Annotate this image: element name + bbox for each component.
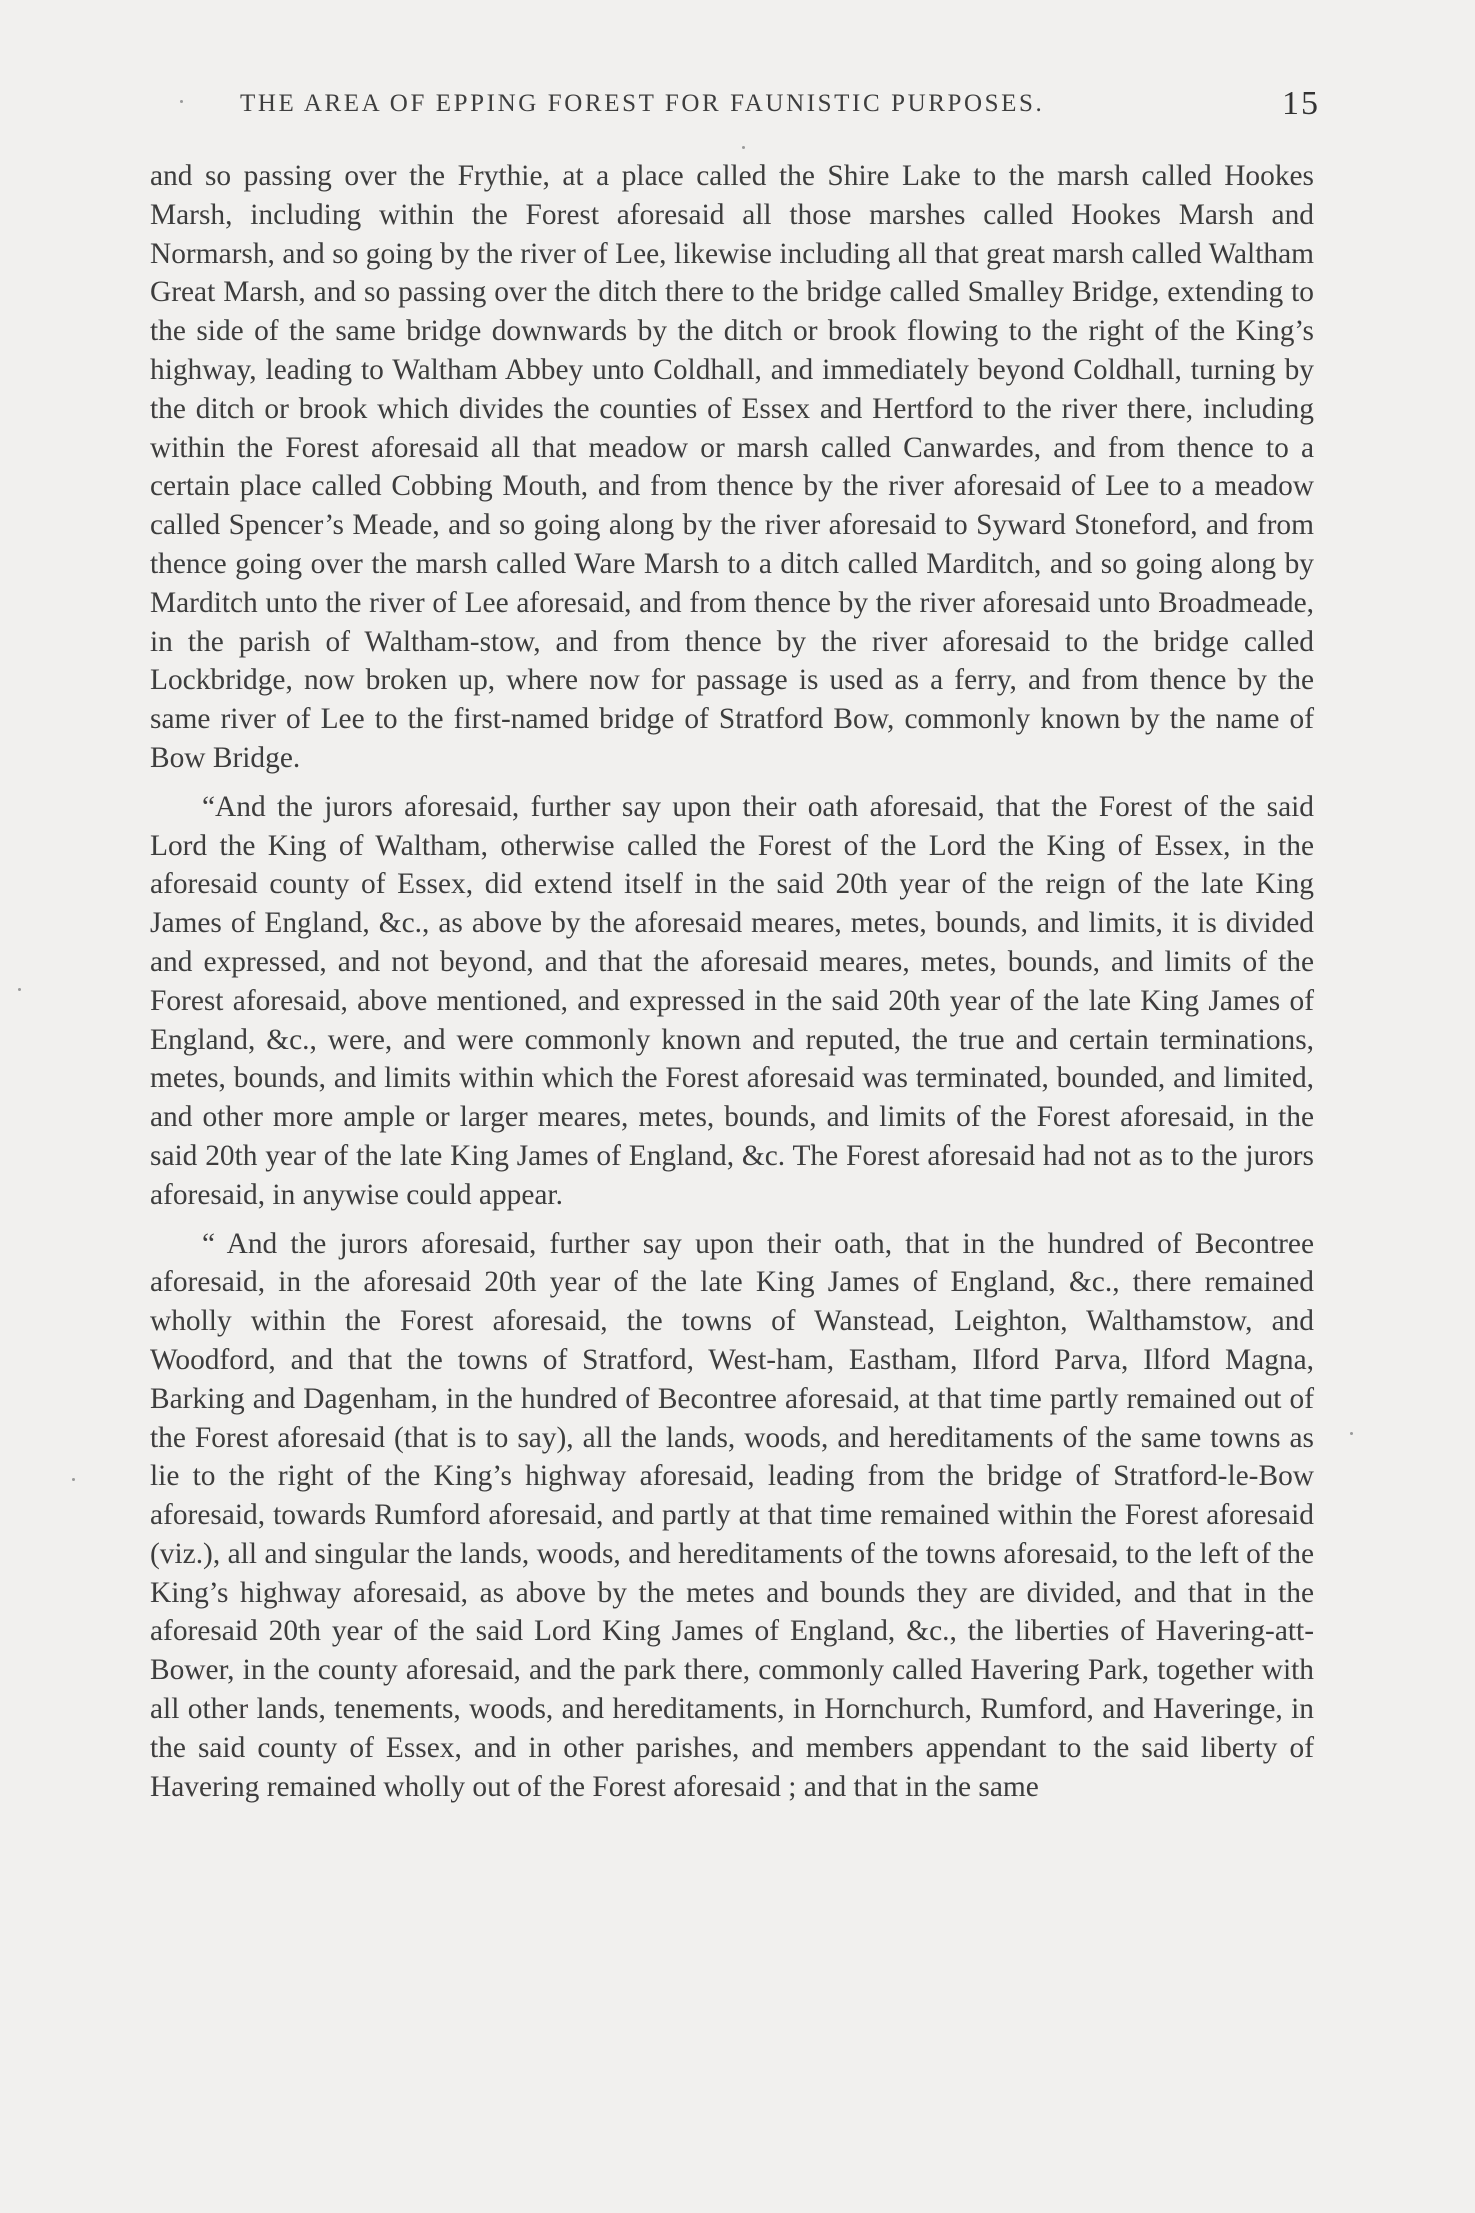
- paper-speck: [1350, 1432, 1353, 1435]
- paragraph-jurors-forest-extent: “And the jurors aforesaid, further say upon their oath aforesaid, that the Forest of the said Lord the King of Waltham, otherwise called the Forest of the Lord the King of Essex, in the aforesaid county of Essex, did extend itself in the said 20th year of the reign of the late King James of England, &c., as above by the aforesaid meares, metes, bounds, and limits, it is divided and expressed, and not beyond, and that the aforesaid meares, metes, bounds, and limits of the Forest aforesaid, above mentioned, and expressed in the said 20th year of the late King James of England, &c., were, and were commonly known and reputed, the true and certain terminations, metes, bounds, and limits within which the Forest aforesaid was terminated, bounded, and limited, and other more ample or larger meares, metes, bounds, and limits of the Forest aforesaid, in the said 20th year of the late King James of England, &c. The Forest aforesaid had not as to the jurors aforesaid, in anywise could appear.: [150, 790, 1314, 1211]
- paragraph-continuation: and so passing over the Frythie, at a place called the Shire Lake to the marsh called Hookes Marsh, including within the Forest aforesaid all those marshes called Hookes Marsh and Normarsh, and so going by the river of Lee, likewise including all that great marsh called Waltham Great Marsh, and so passing over the ditch there to the bridge called Smalley Bridge, extending to the side of the same bridge downwards by the ditch or brook flowing to the right of the King’s highway, leading to Waltham Abbey unto Coldhall, and immediately beyond Coldhall, turning by the ditch or brook which divides the counties of Essex and Hertford to the river there, including within the Forest aforesaid all that meadow or marsh called Canwardes, and from thence to a certain place called Cobbing Mouth, and from thence by the river aforesaid of Lee to a meadow called Spencer’s Meade, and so going along by the river aforesaid to Syward Stoneford, and from thence going over the marsh called Ware Marsh to a ditch called Marditch, and so going along by Marditch unto the river of Lee aforesaid, and from thence by the river aforesaid unto Broadmeade, in the parish of Waltham-stow, and from thence by the river aforesaid to the bridge called Lockbridge, now broken up, where now for passage is used as a ferry, and from thence by the same river of Lee to the first-named bridge of Stratford Bow, commonly known by the name of Bow Bridge.: [150, 160, 1314, 774]
- paper-speck: [72, 1478, 75, 1481]
- body-text: [150, 157, 1314, 1806]
- running-title: THE AREA OF EPPING FOREST FOR FAUNISTIC PURPOSES.: [240, 90, 1045, 117]
- running-head: [150, 84, 1320, 124]
- page-number: 15: [1282, 85, 1320, 122]
- paper-speck: [180, 100, 183, 103]
- paper-speck: [742, 146, 745, 149]
- paper-speck: [18, 988, 21, 991]
- paragraph-jurors-becontree: “ And the jurors aforesaid, further say upon their oath, that in the hundred of Becontree aforesaid, in the aforesaid 20th year of the late King James of England, &c., there remained wholly within the Forest aforesaid, the towns of Wanstead, Leighton, Walthamstow, and Woodford, and that the towns of Stratford, West-ham, Eastham, Ilford Parva, Ilford Magna, Barking and Dagenham, in the hundred of Becontree aforesaid, at that time partly remained out of the Forest aforesaid (that is to say), all the lands, woods, and hereditaments of the same towns as lie to the right of the King’s highway aforesaid, leading from the bridge of Stratford-le-Bow aforesaid, towards Rumford aforesaid, and partly at that time remained within the Forest aforesaid (viz.), all and singular the lands, woods, and hereditaments of the towns aforesaid, to the left of the King’s highway aforesaid, as above by the metes and bounds they are divided, and that in the aforesaid 20th year of the said Lord King James of England, &c., the liberties of Havering-att-Bower, in the county aforesaid, and the park there, commonly called Havering Park, together with all other lands, tenements, woods, and hereditaments, in Hornchurch, Rumford, and Haveringe, in the said county of Essex, and in other parishes, and members appendant to the said liberty of Havering remained wholly out of the Forest aforesaid ; and that in the same: [150, 1227, 1314, 1803]
